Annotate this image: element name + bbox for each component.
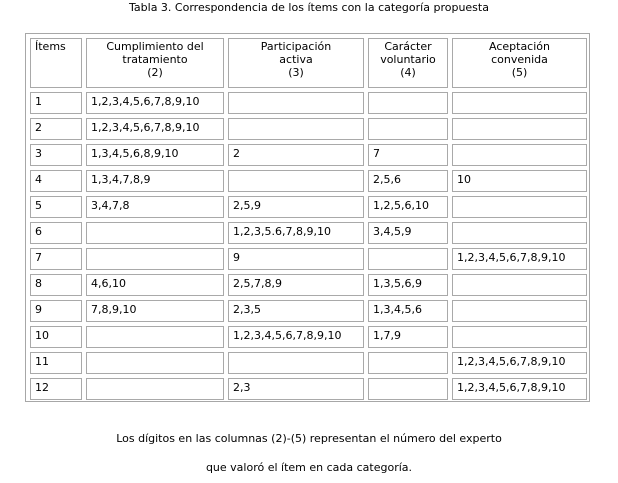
table-cell: 2 (30, 118, 82, 140)
table-row (30, 378, 587, 400)
footnote-line-2: que valoró el ítem en cada categoría. (205, 461, 413, 474)
header-line: Participación (260, 40, 332, 53)
table-cell (228, 170, 364, 192)
table-header-row (30, 38, 587, 88)
table-cell: 4,6,10 (86, 274, 224, 296)
table-row (30, 352, 587, 374)
table-cell: 9 (228, 248, 364, 270)
table-cell: 7 (368, 144, 448, 166)
table-cell: 1,2,3,4,5,6,7,8,9,10 (228, 326, 364, 348)
header-line: Carácter (384, 40, 432, 53)
table-cell (368, 378, 448, 400)
table-cell: 7 (30, 248, 82, 270)
table-cell (86, 352, 224, 374)
header-participacion (228, 38, 364, 88)
table-cell: 2,3,5 (228, 300, 364, 322)
table-cell: 6 (30, 222, 82, 244)
table-cell (86, 248, 224, 270)
table-cell (452, 274, 587, 296)
table-cell (368, 352, 448, 374)
table-cell: 7,8,9,10 (86, 300, 224, 322)
footnote-line-1: Los dígitos en las columnas (2)-(5) representan el número del experto (116, 432, 502, 445)
table-cell: 8 (30, 274, 82, 296)
table-row (30, 92, 587, 114)
table-row (30, 300, 587, 322)
table-cell: 1,2,3,4,5,6,7,8,9,10 (452, 378, 587, 400)
header-line: (2) (147, 66, 163, 79)
table-cell: 2,5,9 (228, 196, 364, 218)
table-cell: 3,4,5,9 (368, 222, 448, 244)
table-cell: 2,5,6 (368, 170, 448, 192)
table-cell (452, 118, 587, 140)
header-caracter (368, 38, 448, 88)
table-cell: 1,2,3,4,5,6,7,8,9,10 (452, 352, 587, 374)
table-cell: 1,2,3,4,5,6,7,8,9,10 (86, 92, 224, 114)
table-cell (86, 326, 224, 348)
table-cell (228, 118, 364, 140)
table-cell (452, 326, 587, 348)
table-cell: 12 (30, 378, 82, 400)
table-cell: 2 (228, 144, 364, 166)
table-cell (452, 144, 587, 166)
header-cumplimiento (86, 38, 224, 88)
table-cell: 1,3,4,7,8,9 (86, 170, 224, 192)
table-cell: 10 (30, 326, 82, 348)
table-row (30, 144, 587, 166)
table-cell: 1,2,3,4,5,6,7,8,9,10 (86, 118, 224, 140)
table-cell: 3 (30, 144, 82, 166)
table-cell: 1,3,5,6,9 (368, 274, 448, 296)
table-cell: 1,2,3,4,5,6,7,8,9,10 (452, 248, 587, 270)
table-cell: 1,3,4,5,6 (368, 300, 448, 322)
table-frame (25, 33, 590, 402)
header-line: tratamiento (122, 53, 188, 66)
table-cell (228, 352, 364, 374)
table-cell (228, 92, 364, 114)
table-cell: 11 (30, 352, 82, 374)
table-row (30, 274, 587, 296)
header-line: (4) (400, 66, 416, 79)
table-row (30, 118, 587, 140)
header-aceptacion (452, 38, 587, 88)
header-line: Ítems (35, 40, 66, 53)
header-line: Aceptación (489, 40, 550, 53)
table-cell: 10 (452, 170, 587, 192)
table-cell: 2,5,7,8,9 (228, 274, 364, 296)
table-cell: 1,2,5,6,10 (368, 196, 448, 218)
header-line: (3) (288, 66, 304, 79)
table-cell (452, 300, 587, 322)
table-row (30, 326, 587, 348)
table-cell (452, 196, 587, 218)
header-line: Cumplimiento del (106, 40, 204, 53)
table-cell: 1,7,9 (368, 326, 448, 348)
table-cell: 1,2,3,5.6,7,8,9,10 (228, 222, 364, 244)
header-line: voluntario (380, 53, 436, 66)
table-cell: 5 (30, 196, 82, 218)
table-cell: 3,4,7,8 (86, 196, 224, 218)
table-cell (86, 222, 224, 244)
table-row (30, 248, 587, 270)
table-cell: 1,3,4,5,6,8,9,10 (86, 144, 224, 166)
table-cell: 4 (30, 170, 82, 192)
header-items (30, 38, 82, 88)
table-cell (452, 222, 587, 244)
table-cell (368, 118, 448, 140)
table-cell (368, 248, 448, 270)
header-line: activa (279, 53, 313, 66)
table-cell: 9 (30, 300, 82, 322)
table-cell (368, 92, 448, 114)
table-caption: Tabla 3. Correspondencia de los ítems con la categoría propuesta (129, 1, 489, 14)
table-row (30, 170, 587, 192)
table-cell: 2,3 (228, 378, 364, 400)
header-line: (5) (511, 66, 528, 79)
correspondence-table (26, 34, 591, 404)
table-cell (452, 92, 587, 114)
header-line: convenida (491, 53, 548, 66)
table-row (30, 222, 587, 244)
table-cell: 1 (30, 92, 82, 114)
table-row (30, 196, 587, 218)
table-cell (86, 378, 224, 400)
